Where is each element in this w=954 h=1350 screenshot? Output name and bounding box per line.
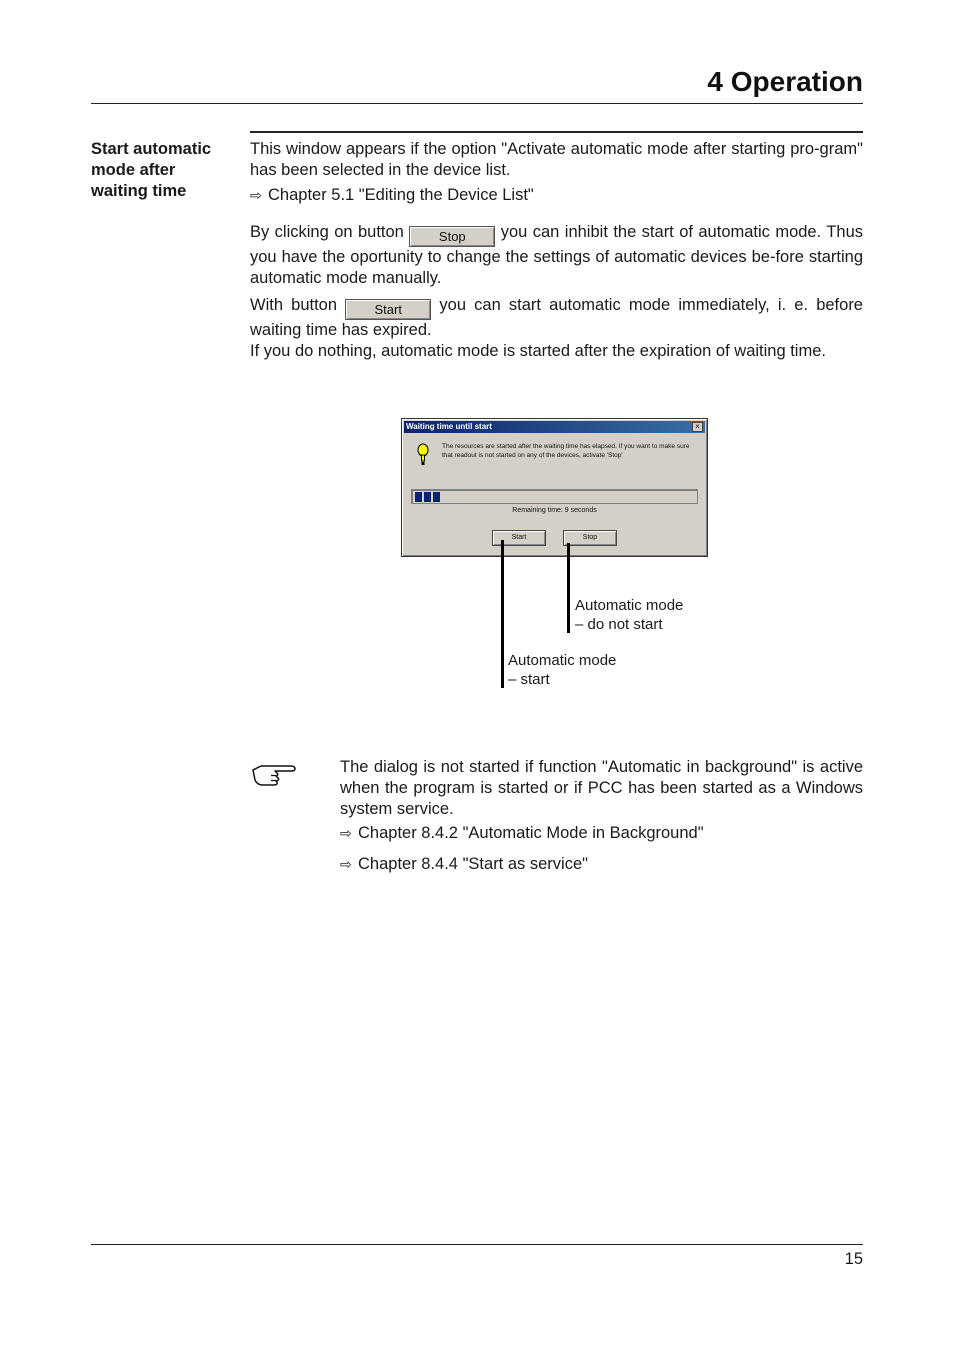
- xref-text: Chapter 5.1 "Editing the Device List": [268, 186, 534, 204]
- callout-line: Automatic mode: [508, 652, 617, 669]
- leader-line-stop: [567, 543, 570, 633]
- section-heading: [91, 139, 241, 202]
- callout-line: – start: [508, 671, 550, 688]
- xref-arrow-icon: ⇨: [340, 825, 352, 841]
- progress-segment: [424, 492, 431, 502]
- waiting-progress-bar: [411, 489, 698, 504]
- callout-start: [508, 651, 616, 689]
- waiting-time-dialog: [401, 418, 708, 557]
- xref-text: Chapter 8.4.2 "Automatic Mode in Background": [358, 824, 704, 842]
- footer-rule: [91, 1244, 863, 1245]
- pointing-hand-icon: [251, 762, 297, 786]
- callout-line: – do not start: [575, 616, 663, 633]
- xref-device-list[interactable]: [250, 185, 534, 206]
- header-rule: [91, 103, 863, 104]
- start-paragraph-rest: you can start automatic mode immediately, i. e. before waiting time has expired.: [250, 296, 863, 339]
- inline-stop-button: Stop: [409, 226, 495, 247]
- dialog-titlebar: [404, 421, 705, 433]
- chapter-title: 4 Operation: [707, 66, 863, 97]
- remaining-time: Remaining time: 9 seconds: [512, 507, 597, 514]
- section-heading-line: Start automatic: [91, 140, 212, 158]
- dialog-stop-button[interactable]: Stop: [563, 530, 617, 546]
- leader-line-start: [501, 540, 504, 688]
- progress-segment: [433, 492, 440, 502]
- xref-arrow-icon: ⇨: [340, 856, 352, 872]
- start-paragraph: [250, 295, 863, 341]
- dialog-message: The resources are started after the waiting time has elapsed. If you want to make sure that readout is not started on any of the devices, activate 'Stop': [442, 443, 690, 459]
- xref-text: Chapter 8.4.4 "Start as service": [358, 855, 588, 873]
- callout-line: Automatic mode: [575, 597, 684, 614]
- callout-do-not-start: [575, 596, 683, 634]
- nothing-paragraph: If you do nothing, automatic mode is started after the expiration of waiting time.: [250, 342, 826, 360]
- start-paragraph-lead: With button: [250, 296, 338, 314]
- stop-paragraph-lead: By clicking on button: [250, 223, 404, 241]
- intro-paragraph: This window appears if the option "Activate automatic mode after starting pro-gram" has been selected in the device list.: [250, 140, 863, 179]
- warning-icon: [416, 443, 430, 467]
- stop-paragraph: [250, 222, 863, 289]
- xref-background-mode[interactable]: [340, 823, 704, 844]
- note-paragraph: The dialog is not started if function "Automatic in background" is active when the program is started or if PCC has been started as a Windows system service.: [340, 758, 863, 818]
- section-heading-line: mode after: [91, 161, 176, 179]
- page-number: 15: [844, 1250, 863, 1268]
- inline-start-button: Start: [345, 299, 431, 320]
- section-rule: [250, 131, 863, 133]
- close-icon[interactable]: ×: [692, 422, 703, 432]
- section-heading-line: waiting time: [91, 182, 187, 200]
- xref-start-service[interactable]: [340, 854, 588, 875]
- dialog-start-button[interactable]: Start: [492, 530, 546, 546]
- dialog-title: Waiting time until start: [406, 422, 492, 431]
- stop-paragraph-rest: you can inhibit the start of automatic mode. Thus you have the oportunity to change the settings of automatic devices be-fore starting automatic mode manually.: [250, 223, 864, 287]
- xref-arrow-icon: ⇨: [250, 187, 262, 203]
- progress-segment: [415, 492, 422, 502]
